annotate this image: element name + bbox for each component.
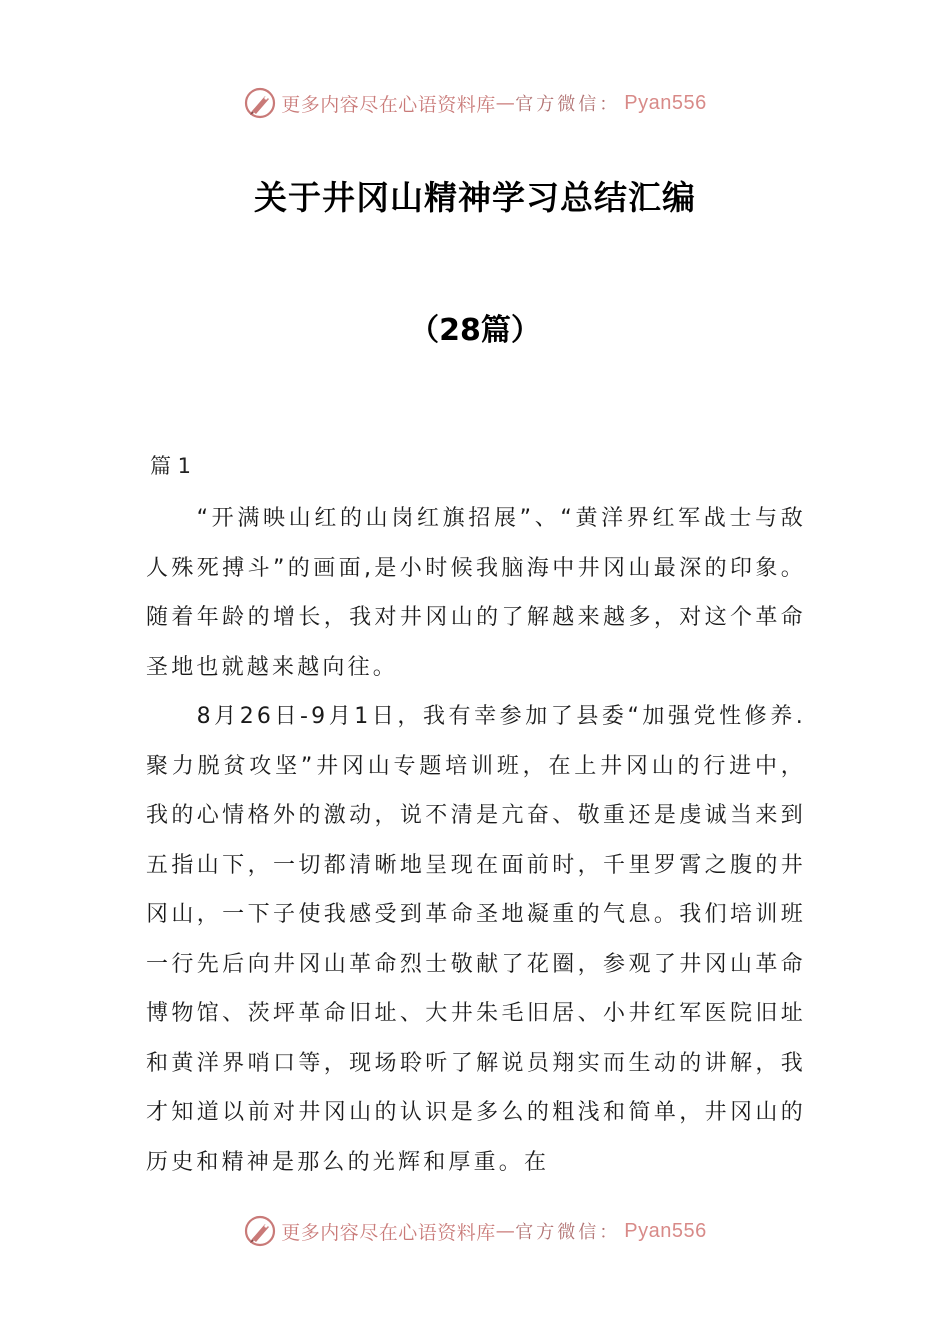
paragraph-1: “开满映山红的山岗红旗招展”、“黄洋界红军战士与敌人殊死搏斗”的画面,是小时候我脑海中井冈山最深的印象。随着年龄的增长，我对井冈山的了解越来越多，对这个革命圣地也就越来越向往。 (146, 506, 806, 680)
watermark-header (0, 83, 950, 123)
watermark-main-text: 更多内容尽在心语资料库 (281, 93, 496, 116)
watermark-dash: — (495, 92, 516, 114)
document-title: 关于井冈山精神学习总结汇编 (254, 178, 696, 217)
document-body (146, 494, 806, 1187)
watermark-footer (0, 1211, 950, 1251)
watermark-official-text: 官方微信： (515, 94, 621, 115)
pen-nib-logo-icon (243, 86, 277, 120)
watermark-official-text: 官方微信： (515, 1222, 621, 1243)
pen-nib-logo-icon (243, 1214, 277, 1248)
watermark-wechat-id: Pyan556 (624, 91, 707, 114)
document-subtitle: （28篇） (409, 313, 541, 348)
section-label: 篇 1 (150, 454, 192, 478)
watermark-dash: — (495, 1220, 516, 1242)
watermark-main-text: 更多内容尽在心语资料库 (281, 1221, 496, 1244)
watermark-wechat-id: Pyan556 (624, 1219, 707, 1242)
paragraph-2: 8月26日-9月1日，我有幸参加了县委“加强党性修养.聚力脱贫攻坚”井冈山专题培训班，在上井冈山的行进中，我的心情格外的激动，说不清是亢奋、敬重还是虔诚当来到五指山下，一切都清晰地呈现在面前时，千里罗霄之腹的井冈山，一下子使我感受到革命圣地凝重的气息。我们培训班一行先后向井冈山革命烈士敬献了花圈，参观了井冈山革命博物馆、茨坪革命旧址、大井朱毛旧居、小井红军医院旧址和黄洋界哨口等，现场聆听了解说员翔实而生动的讲解，我才知道以前对井冈山的认识是多么的粗浅和简单，井冈山的历史和精神是那么的光辉和厚重。在 (146, 704, 806, 1175)
